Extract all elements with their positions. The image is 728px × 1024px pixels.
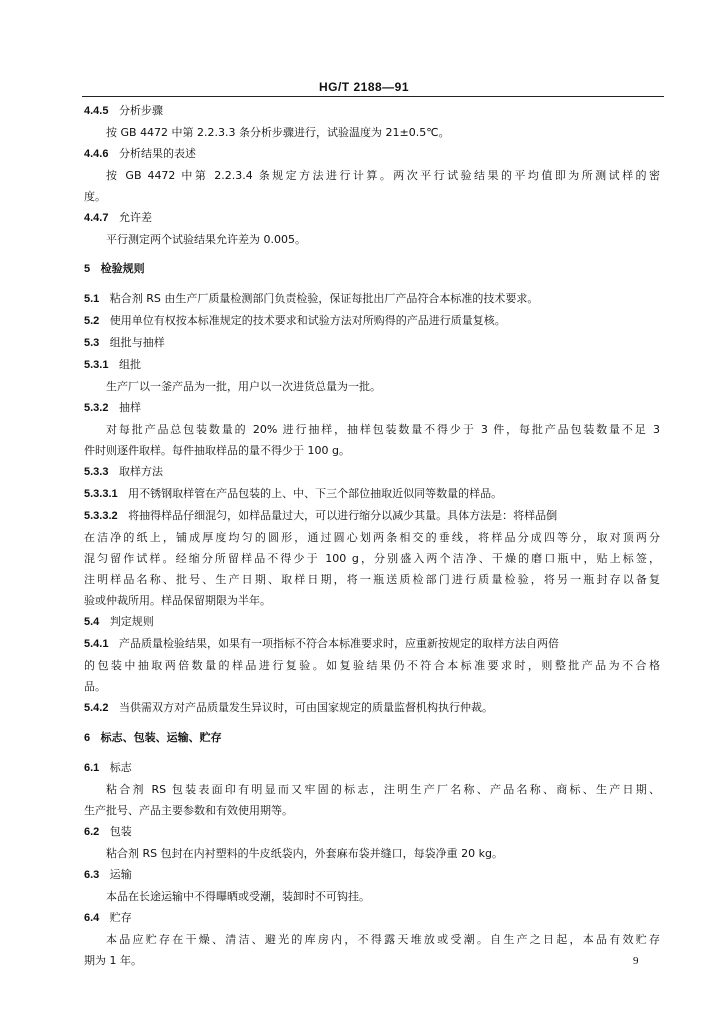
- clause-text: 用不锈钢取样管在产品包装的上、中、下三个部位抽取近似同等数量的样品。: [128, 487, 503, 500]
- document-body: [84, 100, 660, 971]
- clause-number: 4.4.5: [84, 105, 109, 117]
- clause-number: 5.4.1: [84, 638, 109, 650]
- paragraph-line: 粘合剂 RS 包封在内衬塑料的牛皮纸袋内，外套麻布袋并缝口，每袋净重 20 kg。: [106, 847, 503, 860]
- clause-heading: [84, 461, 660, 483]
- paragraph-line: 平行测定两个试验结果允许差为 0.005。: [106, 233, 306, 246]
- paragraph-line: 度。: [84, 190, 106, 203]
- clause-text: 当供需双方对产品质量发生异议时，可由国家规定的质量监督机构执行仲裁。: [118, 701, 493, 714]
- clause-heading: [84, 143, 660, 165]
- paragraph-line: 生产批号、产品主要参数和有效使用期等。: [84, 804, 293, 817]
- paragraph-line: 按 GB 4472 中第 2.2.3.3 条分析步骤进行，试验温度为 21±0.5℃。: [106, 126, 450, 139]
- section-title: 标志、包装、运输、贮存: [100, 732, 222, 744]
- paragraph-line: 注明样品名称、批号、生产日期、取样日期，将一瓶送质检部门进行质量检验，将另一瓶封存以备复: [84, 573, 660, 586]
- paragraph-line: 品。: [84, 680, 106, 693]
- clause-title: 标志: [109, 761, 132, 774]
- section-heading: [84, 258, 660, 280]
- header-rule: [82, 96, 664, 97]
- paragraph-line: 件时则逐件取样。每件抽取样品的量不得少于 100 g。: [84, 444, 350, 457]
- clause-text: 产品质量检验结果，如果有一项指标不符合本标准要求时，应重新按规定的取样方法自两倍: [118, 637, 559, 650]
- clause-title: 取样方法: [118, 465, 163, 478]
- clause-heading: [84, 207, 660, 229]
- clause-heading: [84, 907, 660, 929]
- clause-number: 4.4.7: [84, 212, 109, 224]
- clause-number: 5.3.2: [84, 402, 109, 414]
- clause-number: 4.4.6: [84, 148, 109, 160]
- clause-title: 包装: [109, 825, 132, 838]
- clause-title: 判定规则: [109, 615, 154, 628]
- clause-number: 5.2: [84, 315, 100, 327]
- section-heading: [84, 727, 660, 749]
- clause-title: 允许差: [118, 211, 152, 224]
- clause-line: [84, 483, 660, 505]
- clause-title: 抽样: [118, 401, 141, 414]
- paragraph-line: 生产厂以一釜产品为一批，用户以一次进货总量为一批。: [106, 380, 381, 393]
- clause-number: 5.3.3: [84, 466, 109, 478]
- clause-number: 6.4: [84, 912, 100, 924]
- clause-heading: [84, 611, 660, 633]
- clause-title: 分析步骤: [118, 104, 163, 117]
- clause-number: 5.3.1: [84, 359, 109, 371]
- paragraph-line: 按 GB 4472 中第 2.2.3.4 条规定方法进行计算。两次平行试验结果的平均值即为所测试样的密: [106, 169, 660, 182]
- clause-number: 6.2: [84, 826, 100, 838]
- clause-title: 组批与抽样: [109, 336, 165, 349]
- paragraph-line: 对每批产品总包装数量的 20% 进行抽样，抽样包装数量不得少于 3 件，每批产品包装数量不足 3: [106, 423, 660, 436]
- paragraph-line: 验或仲裁所用。样品保留期限为半年。: [84, 594, 271, 607]
- clause-number: 6.1: [84, 762, 100, 774]
- clause-heading: [84, 757, 660, 779]
- clause-number: 6.3: [84, 869, 100, 881]
- clause-number: 5.4: [84, 616, 100, 628]
- clause-title: 组批: [118, 358, 141, 371]
- page-number: 9: [633, 955, 639, 967]
- clause-number: 5.3.3.2: [84, 510, 118, 522]
- clause-heading: [84, 397, 660, 419]
- clause-heading: [84, 100, 660, 122]
- paragraph-line: 的包装中抽取两倍数量的样品进行复验。如复验结果仍不符合本标准要求时，则整批产品为不合格: [84, 659, 660, 672]
- clause-text: 将抽得样品仔细混匀，如样品量过大，可以进行缩分以减少其量。具体方法是：将样品倒: [128, 509, 558, 522]
- clause-line: [84, 697, 660, 719]
- section-number: 5: [84, 263, 91, 275]
- clause-number: 5.3: [84, 337, 100, 349]
- clause-text: 粘合剂 RS 由生产厂质量检测部门负责检验，保证每批出厂产品符合本标准的技术要求。: [109, 292, 539, 305]
- clause-line: [84, 505, 660, 527]
- paragraph-line: 在洁净的纸上，铺成厚度均匀的圆形，通过圆心划两条相交的垂线，将样品分成四等分，取对顶两分: [84, 531, 660, 544]
- clause-number: 5.4.2: [84, 702, 109, 714]
- paragraph-line: 粘合剂 RS 包装表面印有明显而又牢固的标志，注明生产厂名称、产品名称、商标、生产日期、: [106, 783, 660, 796]
- clause-line: [84, 288, 660, 310]
- clause-line: [84, 310, 660, 332]
- clause-heading: [84, 821, 660, 843]
- clause-number: 5.1: [84, 293, 100, 305]
- section-number: 6: [84, 732, 91, 744]
- clause-heading: [84, 864, 660, 886]
- clause-heading: [84, 332, 660, 354]
- section-title: 检验规则: [100, 263, 145, 275]
- clause-number: 5.3.3.1: [84, 488, 118, 500]
- paragraph-line: 本品应贮存在干燥、清洁、避光的库房内，不得露天堆放或受潮。自生产之日起，本品有效贮存: [106, 933, 660, 946]
- paragraph-line: 本品在长途运输中不得曝晒或受潮，装卸时不可钩挂。: [106, 890, 370, 903]
- clause-title: 分析结果的表述: [118, 147, 196, 160]
- paragraph-line: 期为 1 年。: [84, 954, 142, 967]
- document-header: HG/T 2188—91: [318, 80, 410, 94]
- clause-line: [84, 633, 660, 655]
- clause-title: 贮存: [109, 911, 132, 924]
- clause-text: 使用单位有权按本标准规定的技术要求和试验方法对所购得的产品进行质量复核。: [109, 314, 506, 327]
- clause-heading: [84, 354, 660, 376]
- clause-title: 运输: [109, 868, 132, 881]
- paragraph-line: 混匀留作试样。经缩分所留样品不得少于 100 g，分别盛入两个洁净、干燥的磨口瓶中，贴上标签，: [84, 552, 660, 565]
